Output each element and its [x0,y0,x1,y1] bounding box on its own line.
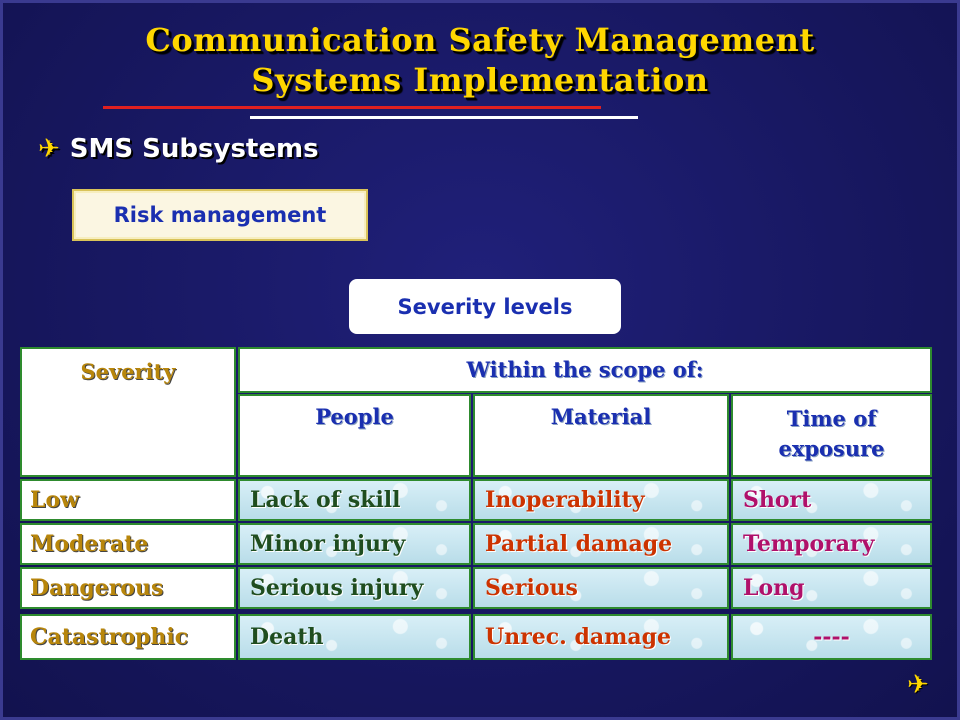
scope-header: Within the scope of: [466,357,704,382]
cell-text: Serious injury [250,575,424,601]
cell-text: Inoperability [485,487,645,513]
severity-levels-box [349,279,621,334]
airplane-icon: ✈ [38,134,60,164]
airplane-icon: ✈ [907,670,929,700]
table-cell-people [238,614,471,660]
cell-text: Minor injury [250,531,406,557]
slide-title [0,20,960,100]
table-cell-material [473,479,729,521]
severity-header-cell [20,347,236,477]
severity-dangerous: Dangerous [30,575,164,601]
severity-catastrophic: Catastrophic [30,624,189,650]
table-cell-time [731,479,932,521]
severity-header: Severity [80,359,176,384]
table-cell-time [731,614,932,660]
cell-text: Unrec. damage [485,624,672,650]
title-underline-white [250,116,638,119]
bullet-text: SMS Subsystems [69,134,319,164]
title-line-1: Communication Safety Management [145,21,815,59]
cell-text: Serious [485,575,578,601]
time-header: Time of exposure [778,406,885,461]
material-header-cell [473,394,729,477]
material-header: Material [550,404,652,429]
time-header-cell [731,394,932,477]
table-row-severity [20,479,236,521]
severity-low: Low [30,487,80,513]
cell-text: Long [743,575,805,601]
table-cell-people [238,479,471,521]
table-row-severity [20,567,236,609]
table-row-severity [20,614,236,660]
bullet-sms-subsystems [38,134,319,164]
table-cell-material [473,614,729,660]
cell-text: Short [743,487,812,513]
people-header-cell [238,394,471,477]
title-line-2: Systems Implementation [251,61,709,99]
table-cell-material [473,523,729,565]
table-cell-time [731,523,932,565]
severity-moderate: Moderate [30,531,149,557]
scope-header-cell [238,347,932,393]
severity-levels-label: Severity levels [397,294,573,319]
cell-text: ---- [813,624,850,650]
table-cell-people [238,523,471,565]
table-row-severity [20,523,236,565]
risk-management-box [72,189,368,241]
title-underline-red [103,106,601,109]
cell-text: Partial damage [485,531,673,557]
table-cell-people [238,567,471,609]
cell-text: Lack of skill [250,487,401,513]
table-cell-time [731,567,932,609]
cell-text: Temporary [743,531,875,557]
people-header: People [315,404,394,429]
cell-text: Death [250,624,324,650]
risk-management-label: Risk management [113,203,327,227]
table-cell-material [473,567,729,609]
